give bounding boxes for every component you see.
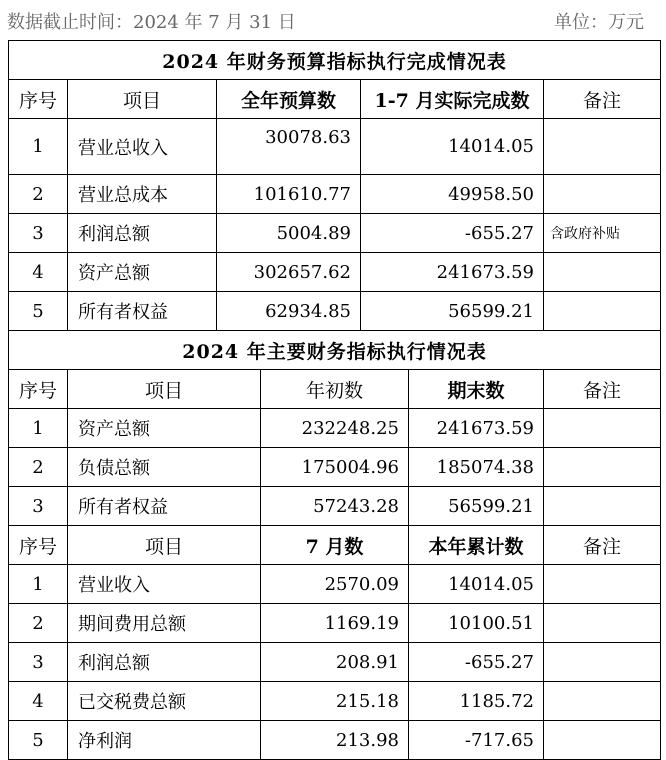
- row-note: [544, 565, 661, 604]
- main-table-header: [9, 370, 661, 409]
- row-no: 3: [9, 487, 68, 526]
- row-closing: 185074.38: [409, 448, 544, 487]
- row-closing: 56599.21: [409, 487, 544, 526]
- main-table-title: 2024 年主要财务指标执行情况表: [9, 331, 661, 370]
- row-no: 2: [9, 604, 68, 643]
- row-note: [544, 448, 661, 487]
- row-note: [544, 409, 661, 448]
- budget-table-header: [9, 80, 661, 119]
- row-item: 期间费用总额: [68, 604, 261, 643]
- unit-label: 单位：万元: [554, 12, 644, 33]
- row-budget: 302657.62: [217, 253, 361, 292]
- row-item: 资产总额: [68, 253, 217, 292]
- row-item: 营业总收入: [68, 119, 217, 175]
- row-budget: 101610.77: [217, 175, 361, 214]
- row-item: 净利润: [68, 721, 261, 760]
- col-header-ytd: 本年累计数: [409, 526, 544, 565]
- col-header-item: 项目: [68, 80, 217, 119]
- row-month: 208.91: [261, 643, 409, 682]
- row-ytd: -717.65: [409, 721, 544, 760]
- row-actual: 241673.59: [361, 253, 544, 292]
- table-row: [9, 119, 661, 175]
- col-header-no: 序号: [9, 526, 68, 565]
- row-note: [544, 682, 661, 721]
- row-month: 2570.09: [261, 565, 409, 604]
- row-no: 1: [9, 565, 68, 604]
- row-item: 已交税费总额: [68, 682, 261, 721]
- row-month: 1169.19: [261, 604, 409, 643]
- row-note: [544, 175, 661, 214]
- col-header-item: 项目: [68, 370, 261, 409]
- row-note: [544, 721, 661, 760]
- row-month: 213.98: [261, 721, 409, 760]
- row-note: [544, 487, 661, 526]
- col-header-month: 7 月数: [261, 526, 409, 565]
- row-note: [544, 643, 661, 682]
- table-row: [9, 487, 661, 526]
- row-ytd: -655.27: [409, 643, 544, 682]
- col-header-budget: 全年预算数: [217, 80, 361, 119]
- row-item: 营业总成本: [68, 175, 217, 214]
- table-row: [9, 448, 661, 487]
- row-actual: 49958.50: [361, 175, 544, 214]
- row-no: 2: [9, 448, 68, 487]
- row-ytd: 14014.05: [409, 565, 544, 604]
- main-table-header-2: [9, 526, 661, 565]
- row-actual: 14014.05: [361, 119, 544, 175]
- report-frame: [8, 40, 660, 754]
- row-no: 5: [9, 721, 68, 760]
- row-opening: 57243.28: [261, 487, 409, 526]
- row-opening: 175004.96: [261, 448, 409, 487]
- row-item: 资产总额: [68, 409, 261, 448]
- row-actual: 56599.21: [361, 292, 544, 331]
- row-no: 5: [9, 292, 68, 331]
- row-budget: 30078.63: [217, 119, 361, 175]
- row-note: [544, 119, 661, 175]
- row-item: 所有者权益: [68, 487, 261, 526]
- row-no: 4: [9, 253, 68, 292]
- table-row: [9, 604, 661, 643]
- main-indicator-table: [8, 330, 661, 760]
- row-no: 3: [9, 214, 68, 253]
- row-month: 215.18: [261, 682, 409, 721]
- row-budget: 5004.89: [217, 214, 361, 253]
- row-no: 1: [9, 119, 68, 175]
- table-row: [9, 292, 661, 331]
- budget-table: [8, 40, 661, 331]
- row-ytd: 10100.51: [409, 604, 544, 643]
- row-no: 1: [9, 409, 68, 448]
- row-no: 3: [9, 643, 68, 682]
- row-item: 利润总额: [68, 643, 261, 682]
- table-row: [9, 409, 661, 448]
- row-item: 所有者权益: [68, 292, 217, 331]
- row-item: 利润总额: [68, 214, 217, 253]
- row-actual: -655.27: [361, 214, 544, 253]
- col-header-note: 备注: [544, 370, 661, 409]
- table-row: [9, 175, 661, 214]
- row-note: [544, 253, 661, 292]
- table-row: [9, 253, 661, 292]
- table-row: [9, 721, 661, 760]
- budget-table-title: 2024 年财务预算指标执行完成情况表: [9, 41, 661, 80]
- col-header-closing: 期末数: [409, 370, 544, 409]
- col-header-no: 序号: [9, 80, 68, 119]
- row-note: 含政府补贴: [544, 214, 661, 253]
- row-opening: 232248.25: [261, 409, 409, 448]
- table-row: [9, 565, 661, 604]
- row-budget: 62934.85: [217, 292, 361, 331]
- table-row: [9, 643, 661, 682]
- row-no: 4: [9, 682, 68, 721]
- col-header-note: 备注: [544, 526, 661, 565]
- col-header-actual: 1-7 月实际完成数: [361, 80, 544, 119]
- col-header-note: 备注: [544, 80, 661, 119]
- col-header-no: 序号: [9, 370, 68, 409]
- row-note: [544, 604, 661, 643]
- row-ytd: 1185.72: [409, 682, 544, 721]
- col-header-item: 项目: [68, 526, 261, 565]
- data-cutoff-date: 数据截止时间：2024 年 7 月 31 日: [7, 12, 296, 33]
- row-no: 2: [9, 175, 68, 214]
- col-header-opening: 年初数: [261, 370, 409, 409]
- row-note: [544, 292, 661, 331]
- row-closing: 241673.59: [409, 409, 544, 448]
- table-row: [9, 214, 661, 253]
- table-row: [9, 682, 661, 721]
- row-item: 营业收入: [68, 565, 261, 604]
- row-item: 负债总额: [68, 448, 261, 487]
